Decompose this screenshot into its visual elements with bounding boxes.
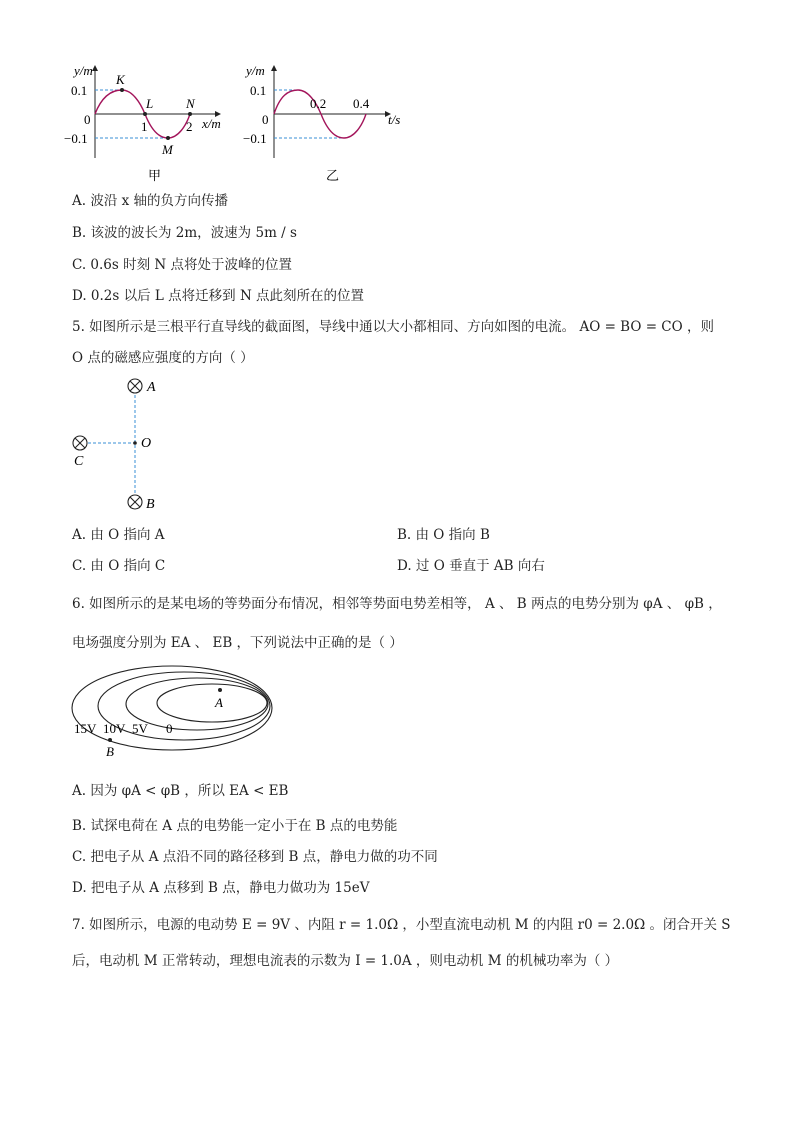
q6-option-c: C. 把电子从 A 点沿不同的路径移到 B 点，静电力做的功不同 (72, 849, 438, 865)
label-k: K (116, 72, 125, 87)
point-l (143, 112, 147, 116)
y-bottom-label: −0.1 (64, 131, 88, 146)
caption-jia: 甲 (148, 168, 162, 183)
wire-a-icon (128, 379, 142, 393)
label-a: A (215, 695, 223, 710)
point-a (218, 688, 222, 692)
label-c: C (74, 454, 84, 469)
q4-option-d: D. 0.2s 以后 L 点将迁移到 N 点此刻所在的位置 (72, 288, 365, 304)
label-5v: 5V (132, 721, 148, 736)
label-0: 0 (166, 721, 173, 736)
x-tick-2: 2 (186, 119, 193, 134)
label-b: B (106, 744, 114, 759)
q5-option-c: C. 由 O 指向 C (72, 558, 166, 574)
point-n (188, 112, 192, 116)
label-n: N (186, 96, 195, 111)
y-axis-label: y/m (246, 63, 265, 78)
label-m: M (162, 142, 173, 157)
point-o (133, 441, 137, 445)
wave-graph-jia (60, 58, 240, 188)
t-tick-1: 0.2 (310, 96, 327, 111)
point-b (108, 738, 112, 742)
q4-option-a: A. 波沿 x 轴的负方向传播 (72, 193, 229, 209)
equipotential-figure (66, 662, 281, 762)
q5-option-a: A. 由 O 指向 A (72, 527, 165, 543)
q7-stem-line2: 后，电动机 M 正常转动，理想电流表的示数为 I = 1.0A ，则电动机 M 的机械功率为（ ） (72, 953, 619, 969)
q7-stem-line1: 7. 如图所示，电源的电动势 E = 9V 、内阻 r = 1.0Ω ，小型直流电动机 M 的内阻 r0 = 2.0Ω 。闭合开关 S (72, 917, 731, 933)
q4-option-c: C. 0.6s 时刻 N 点将处于波峰的位置 (72, 257, 293, 273)
label-o: O (141, 436, 152, 451)
y-top-label: 0.1 (71, 83, 88, 98)
q6-stem-line2: 电场强度分别为 EA 、 EB ，下列说法中正确的是（ ） (72, 635, 403, 651)
origin-label: 0 (84, 112, 91, 127)
q6-stem-line1: 6. 如图所示的是某电场的等势面分布情况，相邻等势面电势差相等， A 、 B 两点的电势分别为 φA 、 φB ， (72, 596, 722, 612)
label-l: L (146, 96, 154, 111)
point-k (120, 88, 124, 92)
q5-stem-line2: O 点的磁感应强度的方向（ ） (72, 350, 254, 366)
y-bottom-label: −0.1 (243, 131, 267, 146)
q5-option-d: D. 过 O 垂直于 AB 向右 (397, 558, 545, 574)
q6-option-a: A. 因为 φA < φB ，所以 EA < EB (72, 783, 289, 799)
wire-c-icon (73, 436, 87, 450)
caption-yi: 乙 (326, 168, 340, 183)
y-axis-label: y/m (74, 63, 93, 78)
label-15v: 15V (74, 721, 97, 736)
wire-figure (66, 372, 176, 517)
wire-b-icon (128, 495, 142, 509)
x-axis-label: x/m (202, 116, 221, 131)
t-tick-2: 0.4 (353, 96, 370, 111)
q5-option-b: B. 由 O 指向 B (397, 527, 490, 543)
label-10v: 10V (103, 721, 126, 736)
label-a: A (147, 380, 156, 395)
t-axis-label: t/s (388, 112, 401, 127)
origin-label: 0 (262, 112, 269, 127)
q4-option-b: B. 该波的波长为 2m，波速为 5m / s (72, 225, 297, 241)
y-top-label: 0.1 (250, 83, 267, 98)
point-m (166, 136, 170, 140)
q5-stem-line1: 5. 如图所示是三根平行直导线的截面图，导线中通以大小都相同、方向如图的电流。 AO = BO = CO ，则 (72, 319, 714, 335)
label-b: B (146, 497, 155, 512)
wave-graph-yi (240, 58, 420, 188)
q6-option-b: B. 试探电荷在 A 点的电势能一定小于在 B 点的电势能 (72, 818, 398, 834)
x-tick-1: 1 (141, 119, 148, 134)
q6-option-d: D. 把电子从 A 点移到 B 点，静电力做功为 15eV (72, 880, 370, 896)
